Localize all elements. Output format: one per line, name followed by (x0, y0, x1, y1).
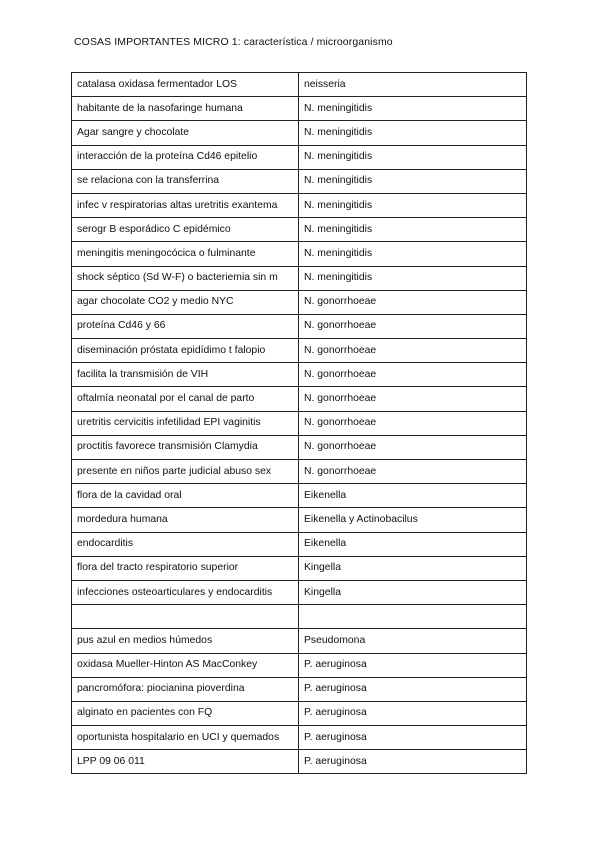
characteristic-cell (72, 605, 299, 629)
table-row (72, 653, 527, 677)
characteristic-cell: endocarditis (72, 532, 299, 556)
microorganism-cell: N. gonorrhoeae (299, 363, 527, 387)
table-row (72, 750, 527, 774)
microorganism-cell: N. meningitidis (299, 145, 527, 169)
characteristic-cell: oportunista hospitalario en UCI y quemados (72, 726, 299, 750)
microorganism-cell: N. meningitidis (299, 97, 527, 121)
microorganism-cell: N. gonorrhoeae (299, 387, 527, 411)
microorganism-cell: N. gonorrhoeae (299, 460, 527, 484)
microorganism-cell (299, 605, 527, 629)
characteristic-cell: LPP 09 06 011 (72, 750, 299, 774)
microorganism-cell: N. meningitidis (299, 169, 527, 193)
table-row (72, 556, 527, 580)
microorganism-cell: P. aeruginosa (299, 677, 527, 701)
table-row (72, 701, 527, 725)
table-row (72, 387, 527, 411)
table-row (72, 266, 527, 290)
microorganism-cell: P. aeruginosa (299, 701, 527, 725)
microorganism-cell: Eikenella (299, 532, 527, 556)
microorganism-cell: Eikenella y Actinobacilus (299, 508, 527, 532)
microorganism-cell: Kingella (299, 580, 527, 604)
table-row (72, 290, 527, 314)
table-row (72, 339, 527, 363)
microorganism-cell: P. aeruginosa (299, 726, 527, 750)
microorganism-cell: N. gonorrhoeae (299, 314, 527, 338)
table-row (72, 411, 527, 435)
characteristic-cell: shock séptico (Sd W-F) o bacteriemia sin m (72, 266, 299, 290)
table-row (72, 532, 527, 556)
microorganism-cell: neisseria (299, 73, 527, 97)
characteristic-cell: uretritis cervicitis infetilidad EPI vaginitis (72, 411, 299, 435)
table-body (72, 73, 527, 774)
table-row (72, 629, 527, 653)
characteristic-cell: agar chocolate CO2 y medio NYC (72, 290, 299, 314)
characteristic-cell: facilita la transmisión de VIH (72, 363, 299, 387)
characteristics-table (71, 72, 527, 774)
table-row (72, 242, 527, 266)
characteristic-cell: meningitis meningocócica o fulminante (72, 242, 299, 266)
microorganism-cell: Eikenella (299, 484, 527, 508)
characteristic-cell: flora de la cavidad oral (72, 484, 299, 508)
table-row (72, 605, 527, 629)
microorganism-cell: N. gonorrhoeae (299, 290, 527, 314)
characteristic-cell: proctitis favorece transmisión Clamydia (72, 435, 299, 459)
table-row (72, 193, 527, 217)
characteristic-cell: serogr B esporádico C epidémico (72, 218, 299, 242)
microorganism-cell: N. meningitidis (299, 121, 527, 145)
characteristic-cell: Agar sangre y chocolate (72, 121, 299, 145)
microorganism-cell: N. meningitidis (299, 266, 527, 290)
microorganism-cell: N. meningitidis (299, 193, 527, 217)
characteristic-cell: diseminación próstata epidídimo t falopio (72, 339, 299, 363)
table-row (72, 121, 527, 145)
table-row (72, 508, 527, 532)
characteristic-cell: pancromófora: piocianina pioverdina (72, 677, 299, 701)
table-row (72, 145, 527, 169)
characteristic-cell: alginato en pacientes con FQ (72, 701, 299, 725)
microorganism-cell: Kingella (299, 556, 527, 580)
table-row (72, 726, 527, 750)
microorganism-cell: P. aeruginosa (299, 653, 527, 677)
table-row (72, 169, 527, 193)
characteristic-cell: oftalmía neonatal por el canal de parto (72, 387, 299, 411)
microorganism-cell: N. meningitidis (299, 242, 527, 266)
table-row (72, 460, 527, 484)
table-row (72, 97, 527, 121)
characteristic-cell: proteína Cd46 y 66 (72, 314, 299, 338)
table-row (72, 484, 527, 508)
characteristic-cell: pus azul en medios húmedos (72, 629, 299, 653)
microorganism-cell: Pseudomona (299, 629, 527, 653)
table-row (72, 677, 527, 701)
page-title: COSAS IMPORTANTES MICRO 1: característica / microorganismo (74, 36, 393, 48)
microorganism-cell: N. gonorrhoeae (299, 339, 527, 363)
characteristic-cell: interacción de la proteína Cd46 epitelio (72, 145, 299, 169)
characteristic-cell: flora del tracto respiratorio superior (72, 556, 299, 580)
microorganism-cell: N. gonorrhoeae (299, 411, 527, 435)
characteristic-cell: mordedura humana (72, 508, 299, 532)
characteristic-cell: infecciones osteoarticulares y endocarditis (72, 580, 299, 604)
table-row (72, 73, 527, 97)
table-row (72, 435, 527, 459)
characteristic-cell: presente en niños parte judicial abuso sex (72, 460, 299, 484)
microorganism-cell: P. aeruginosa (299, 750, 527, 774)
table-row (72, 314, 527, 338)
table-row (72, 363, 527, 387)
table-row (72, 580, 527, 604)
table-row (72, 218, 527, 242)
characteristic-cell: habitante de la nasofaringe humana (72, 97, 299, 121)
characteristic-cell: catalasa oxidasa fermentador LOS (72, 73, 299, 97)
microorganism-cell: N. gonorrhoeae (299, 435, 527, 459)
characteristic-cell: infec v respiratorias altas uretritis exantema (72, 193, 299, 217)
microorganism-cell: N. meningitidis (299, 218, 527, 242)
characteristic-cell: se relaciona con la transferrina (72, 169, 299, 193)
characteristic-cell: oxidasa Mueller-Hinton AS MacConkey (72, 653, 299, 677)
